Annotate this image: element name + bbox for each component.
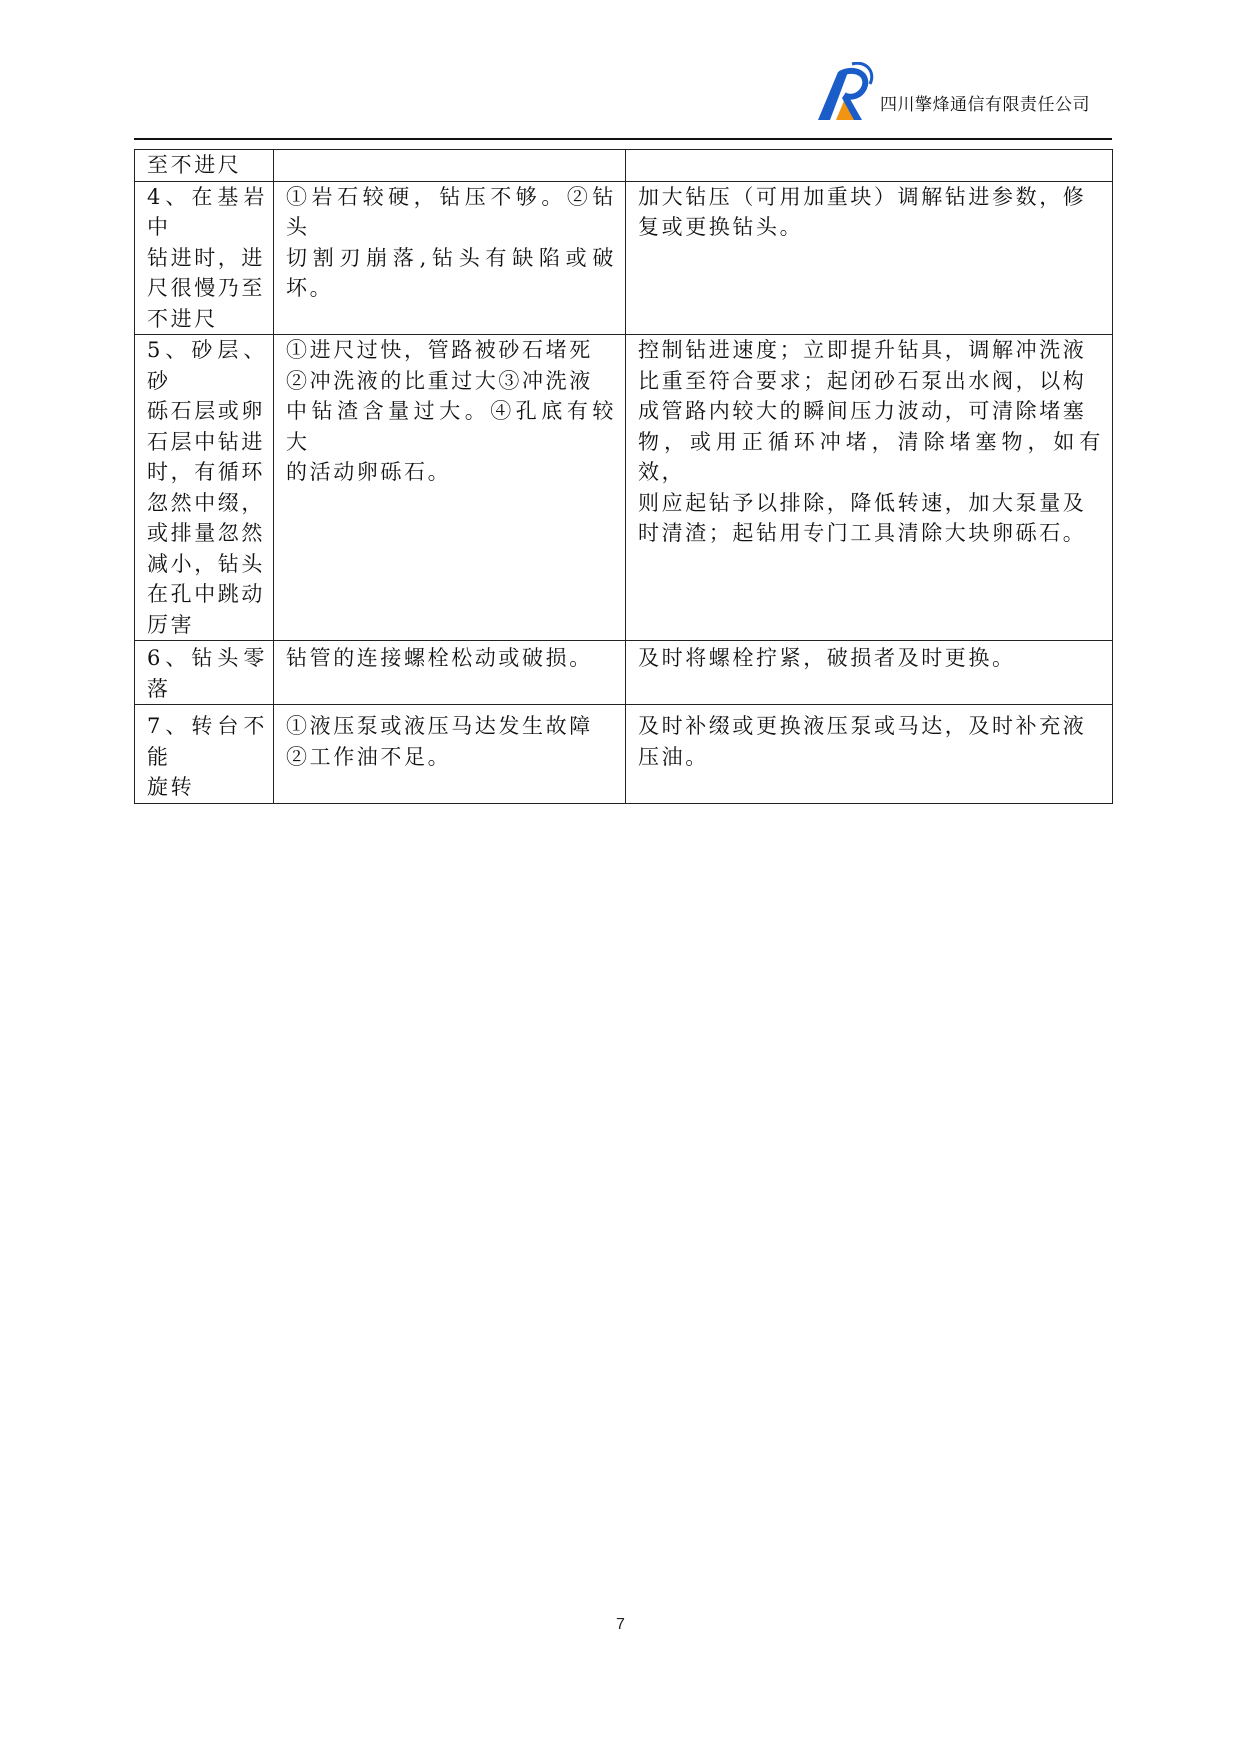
page-number: 7 [616, 1616, 625, 1633]
header-divider [134, 138, 1112, 140]
cause-cell: ①岩石较硬，钻压不够。②钻头 切割刃崩落,钻头有缺陷或破坏。 [274, 181, 626, 335]
symptom-cell: 4、在基岩中 钻进时，进 尺很慢乃至 不进尺 [135, 181, 274, 335]
cause-cell: ①进尺过快，管路被砂石堵死 ②冲洗液的比重过大③冲洗液 中钻渣含量过大。④孔底有较大 的活动卵砾石。 [274, 335, 626, 641]
remedy-cell: 及时补缀或更换液压泵或马达，及时补充液 压油。 [626, 705, 1113, 804]
page-header [134, 60, 1112, 140]
company-logo-a-icon [812, 62, 874, 124]
table-row [135, 150, 1113, 182]
cause-cell [274, 150, 626, 182]
cause-cell: ①液压泵或液压马达发生故障 ②工作油不足。 [274, 705, 626, 804]
symptom-cell: 至不进尺 [135, 150, 274, 182]
table-row [135, 705, 1113, 804]
symptom-cell: 6、钻头零落 [135, 641, 274, 705]
troubleshooting-table [134, 149, 1113, 804]
company-name: 四川擎烽通信有限责任公司 [880, 95, 1090, 115]
remedy-cell: 加大钻压（可用加重块）调解钻进参数，修 复或更换钻头。 [626, 181, 1113, 335]
symptom-cell: 7、转台不能 旋转 [135, 705, 274, 804]
remedy-cell: 及时将螺栓拧紧，破损者及时更换。 [626, 641, 1113, 705]
table-row [135, 335, 1113, 641]
remedy-cell: 控制钻进速度；立即提升钻具，调解冲洗液 比重至符合要求；起闭砂石泵出水阀，以构 成管路内较大的瞬间压力波动，可清除堵塞 物，或用正循环冲堵，清除堵塞物，如有效， 则应起钻予以排除，降低转速，加大泵量及 时清渣；起钻用专门工具清除大块卵砾石。 [626, 335, 1113, 641]
remedy-cell [626, 150, 1113, 182]
table-row [135, 181, 1113, 335]
cause-cell: 钻管的连接螺栓松动或破损。 [274, 641, 626, 705]
symptom-cell: 5、砂层、砂 砾石层或卵 石层中钻进 时，有循环 忽然中缀， 或排量忽然 减小，钻头 在孔中跳动 厉害 [135, 335, 274, 641]
table-row [135, 641, 1113, 705]
